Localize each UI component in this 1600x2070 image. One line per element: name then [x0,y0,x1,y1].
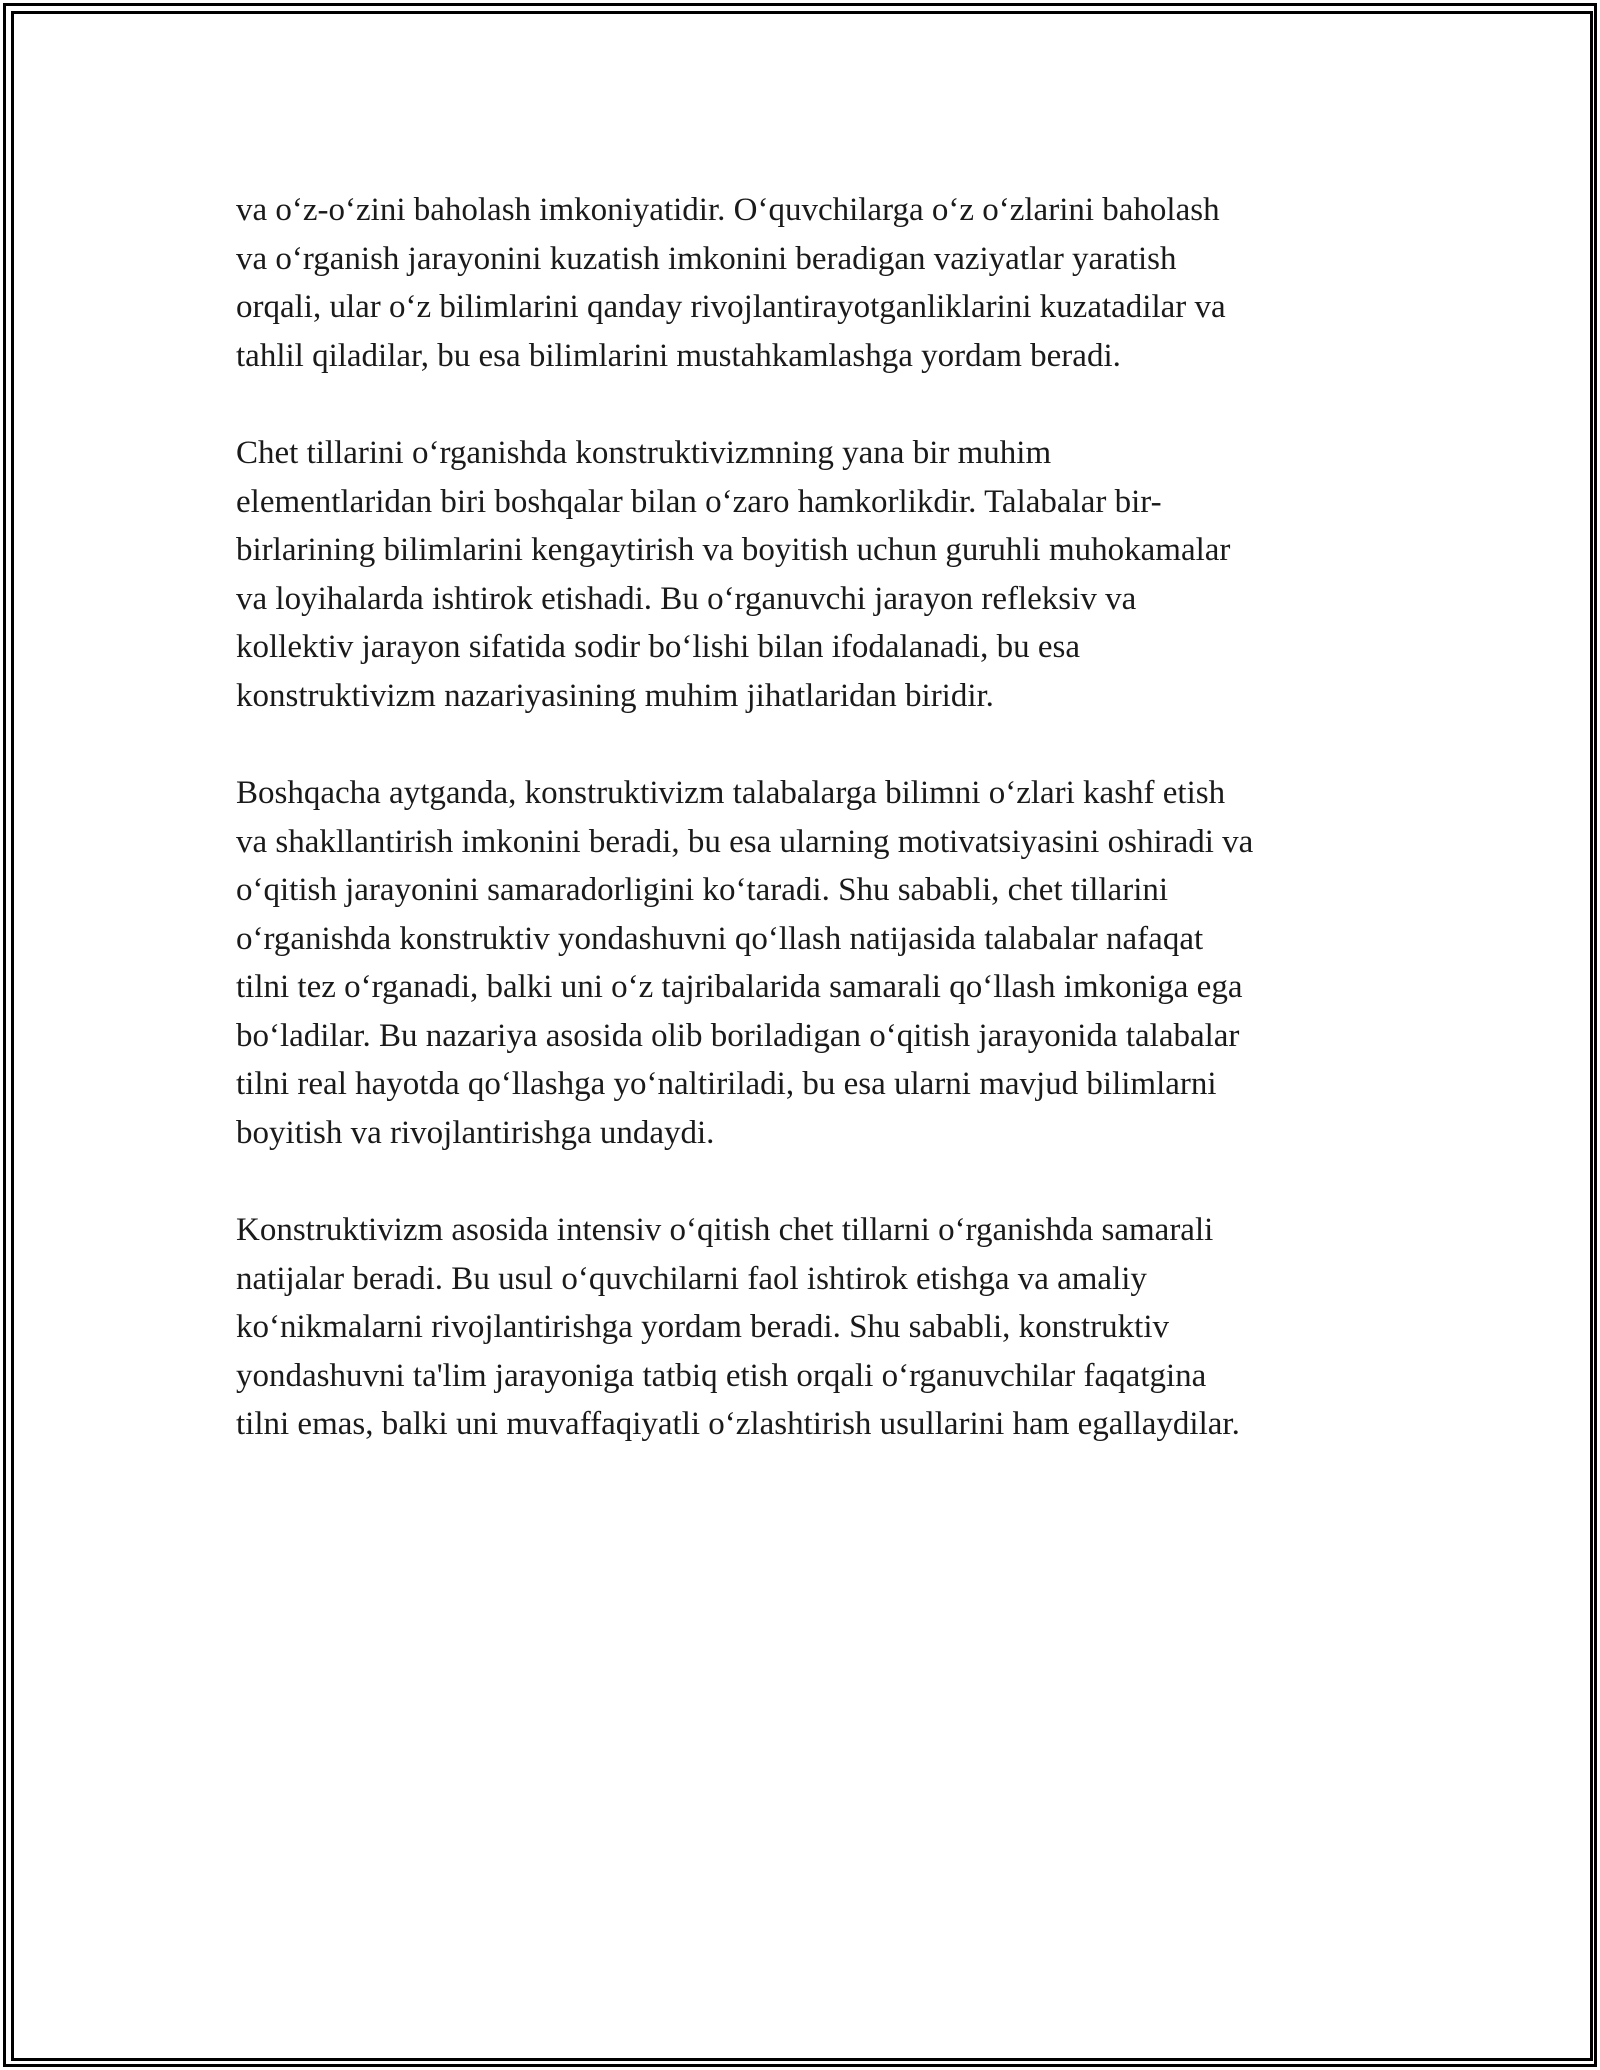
text-line: natijalar beradi. Bu usul o‘quvchilarni faol ishtirok etishga va amaliy [236,1260,1147,1297]
text-line: yondashuvni ta'lim jarayoniga tatbiq etish orqali o‘rganuvchilar faqatgina [236,1357,1207,1394]
text-line: tilni real hayotda qo‘llashga yo‘naltiriladi, bu esa ularni mavjud bilimlarni [236,1066,1217,1102]
text-line: ko‘nikmalarni rivojlantirishga yordam beradi. Shu sababli, konstruktiv [236,1309,1169,1345]
text-line: va shakllantirish imkonini beradi, bu esa ularning motivatsiyasini oshiradi va [236,823,1254,860]
text-line: orqali, ular o‘z bilimlarini qanday rivojlantirayotganliklarini kuzatadilar va [236,289,1226,325]
text-line: tilni tez o‘rganadi, balki uni o‘z tajribalarida samarali qo‘llash imkoniga ega [236,969,1243,1005]
paragraph-collaboration [236,429,1376,720]
text-line: konstruktivizm nazariyasining muhim jihatlaridan biridir. [236,677,994,714]
paragraph-motivation [236,769,1376,1157]
paragraph-self-assessment [236,186,1376,380]
text-line: elementlaridan biri boshqalar bilan o‘zaro hamkorlikdir. Talabalar bir- [236,483,1162,520]
text-line: va o‘rganish jarayonini kuzatish imkonini beradigan vaziyatlar yaratish [236,240,1177,277]
text-line: Chet tillarini o‘rganishda konstruktivizmning yana bir muhim [236,435,1052,471]
text-line: tilni emas, balki uni muvaffaqiyatli o‘zlashtirish usullarini ham egallaydilar. [236,1406,1240,1442]
text-line: kollektiv jarayon sifatida sodir bo‘lishi bilan ifodalanadi, bu esa [236,629,1081,665]
text-line: o‘rganishda konstruktiv yondashuvni qo‘llash natijasida talabalar nafaqat [236,920,1204,957]
document-body [236,186,1376,1498]
text-line: bo‘ladilar. Bu nazariya asosida olib boriladigan o‘qitish jarayonida talabalar [236,1017,1240,1054]
text-line: Boshqacha aytganda, konstruktivizm talabalarga bilimni o‘zlari kashf etish [236,775,1226,811]
text-line: tahlil qiladilar, bu esa bilimlarini mustahkamlashga yordam beradi. [236,337,1121,374]
text-line: o‘qitish jarayonini samaradorligini ko‘taradi. Shu sababli, chet tillarini [236,872,1169,908]
text-line: va o‘z-o‘zini baholash imkoniyatidir. O‘quvchilarga o‘z o‘zlarini baholash [236,192,1220,228]
paragraph-conclusion [236,1206,1376,1449]
text-line: va loyihalarda ishtirok etishadi. Bu o‘rganuvchi jarayon refleksiv va [236,580,1137,617]
text-line: boyitish va rivojlantirishga undaydi. [236,1114,715,1151]
text-line: Konstruktivizm asosida intensiv o‘qitish chet tillarni o‘rganishda samarali [236,1212,1214,1248]
text-line: birlarining bilimlarini kengaytirish va boyitish uchun guruhli muhokamalar [236,532,1231,568]
